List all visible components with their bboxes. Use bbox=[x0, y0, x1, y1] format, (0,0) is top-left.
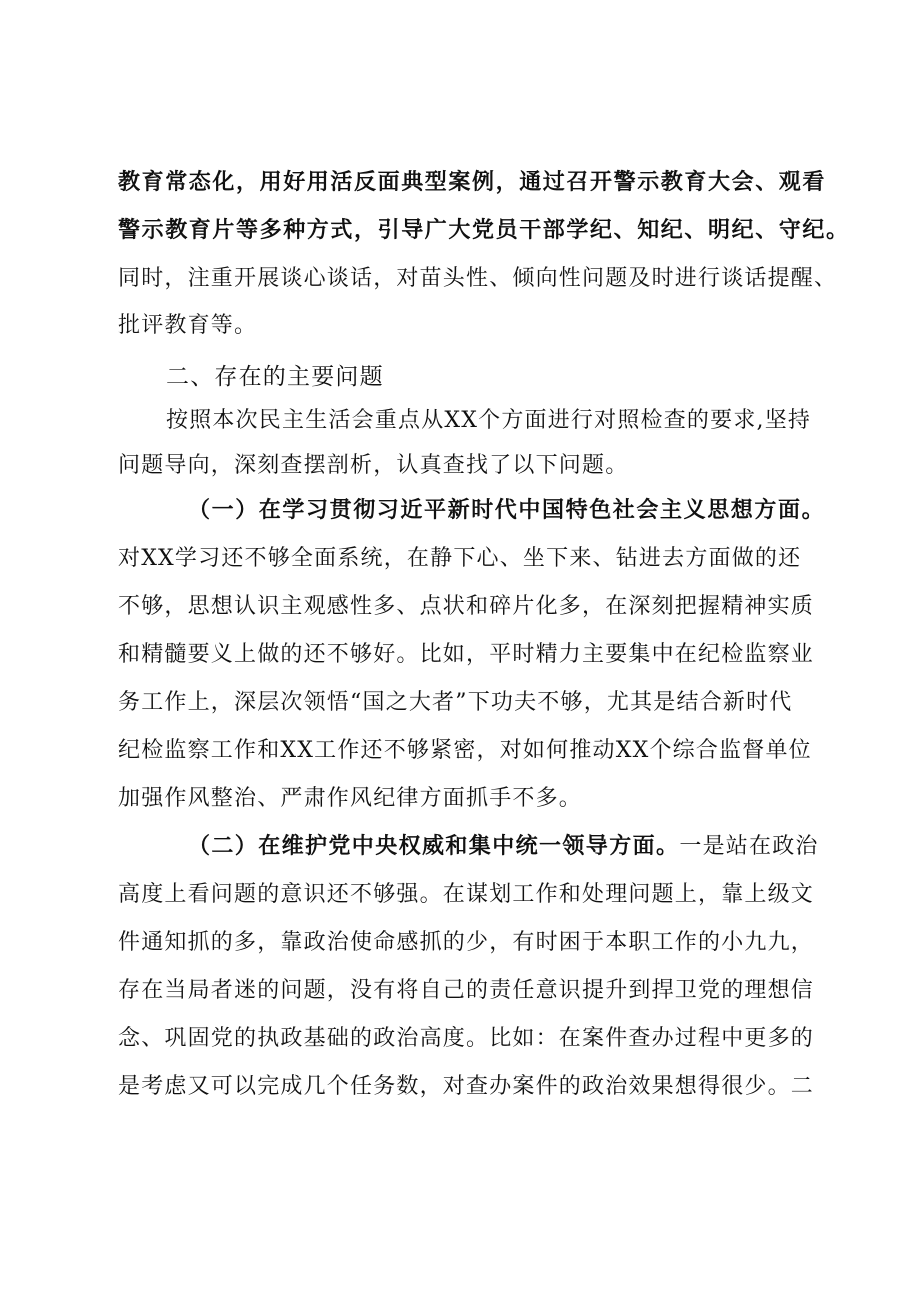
paragraph-line: 务工作上，深层次领悟“国之大者”下功夫不够，尤其是结合新时代 bbox=[118, 690, 793, 715]
paragraph-line: 不够，思想认识主观感性多、点状和碎片化多，在深刻把握精神实质 bbox=[118, 594, 815, 619]
paragraph-line: 同时，注重开展谈心谈话，对苗头性、倾向性问题及时进行谈话提醒、 bbox=[118, 266, 838, 291]
paragraph-line: 高度上看问题的意识还不够强。在谋划工作和处理问题上，靠上级文 bbox=[118, 882, 815, 907]
subsection-heading: （二）在维护党中央权威和集中统一领导方面。 bbox=[188, 834, 680, 859]
paragraph-line: 加强作风整治、严肃作风纪律方面抓手不多。 bbox=[118, 786, 583, 811]
paragraph-line: 按照本次民主生活会重点从XX个方面进行对照检查的要求,坚持 bbox=[166, 408, 812, 433]
paragraph-line: 警示教育片等多种方式，引导广大党员干部学纪、知纪、明纪、守纪。 bbox=[118, 218, 850, 243]
paragraph-line: 对XX学习还不够全面系统，在静下心、坐下来、钻进去方面做的还 bbox=[118, 546, 802, 571]
paragraph-line: 存在当局者迷的问题，没有将自己的责任意识提升到捍卫党的理想信 bbox=[118, 978, 815, 1003]
paragraph-line: 念、巩固党的执政基础的政治高度。比如：在案件查办过程中更多的 bbox=[118, 1026, 815, 1051]
paragraph-line: 件通知抓的多，靠政治使命感抓的少，有时困于本职工作的小九九， bbox=[118, 930, 815, 955]
paragraph-line bbox=[188, 832, 819, 862]
paragraph-line: 问题导向，深刻查摆剖析，认真查找了以下问题。 bbox=[118, 453, 629, 478]
paragraph-line: 教育常态化，用好用活反面典型案例，通过召开警示教育大会、观看 bbox=[118, 170, 827, 195]
subsection-heading: （一）在学习贯彻习近平新时代中国特色社会主义思想方面。 bbox=[188, 498, 826, 523]
paragraph-line: 批评教育等。 bbox=[118, 313, 258, 338]
paragraph-text: 一是站在政治 bbox=[679, 834, 819, 859]
paragraph-line: 和精髓要义上做的还不够好。比如，平时精力主要集中在纪检监察业 bbox=[118, 642, 815, 667]
paragraph-line: 纪检监察工作和XX工作还不够紧密，对如何推动XX个综合监督单位 bbox=[118, 738, 812, 763]
paragraph-line: 是考虑又可以完成几个任务数，对查办案件的政治效果想得很少。二 bbox=[118, 1074, 815, 1099]
section-heading: 二、存在的主要问题 bbox=[166, 364, 384, 390]
